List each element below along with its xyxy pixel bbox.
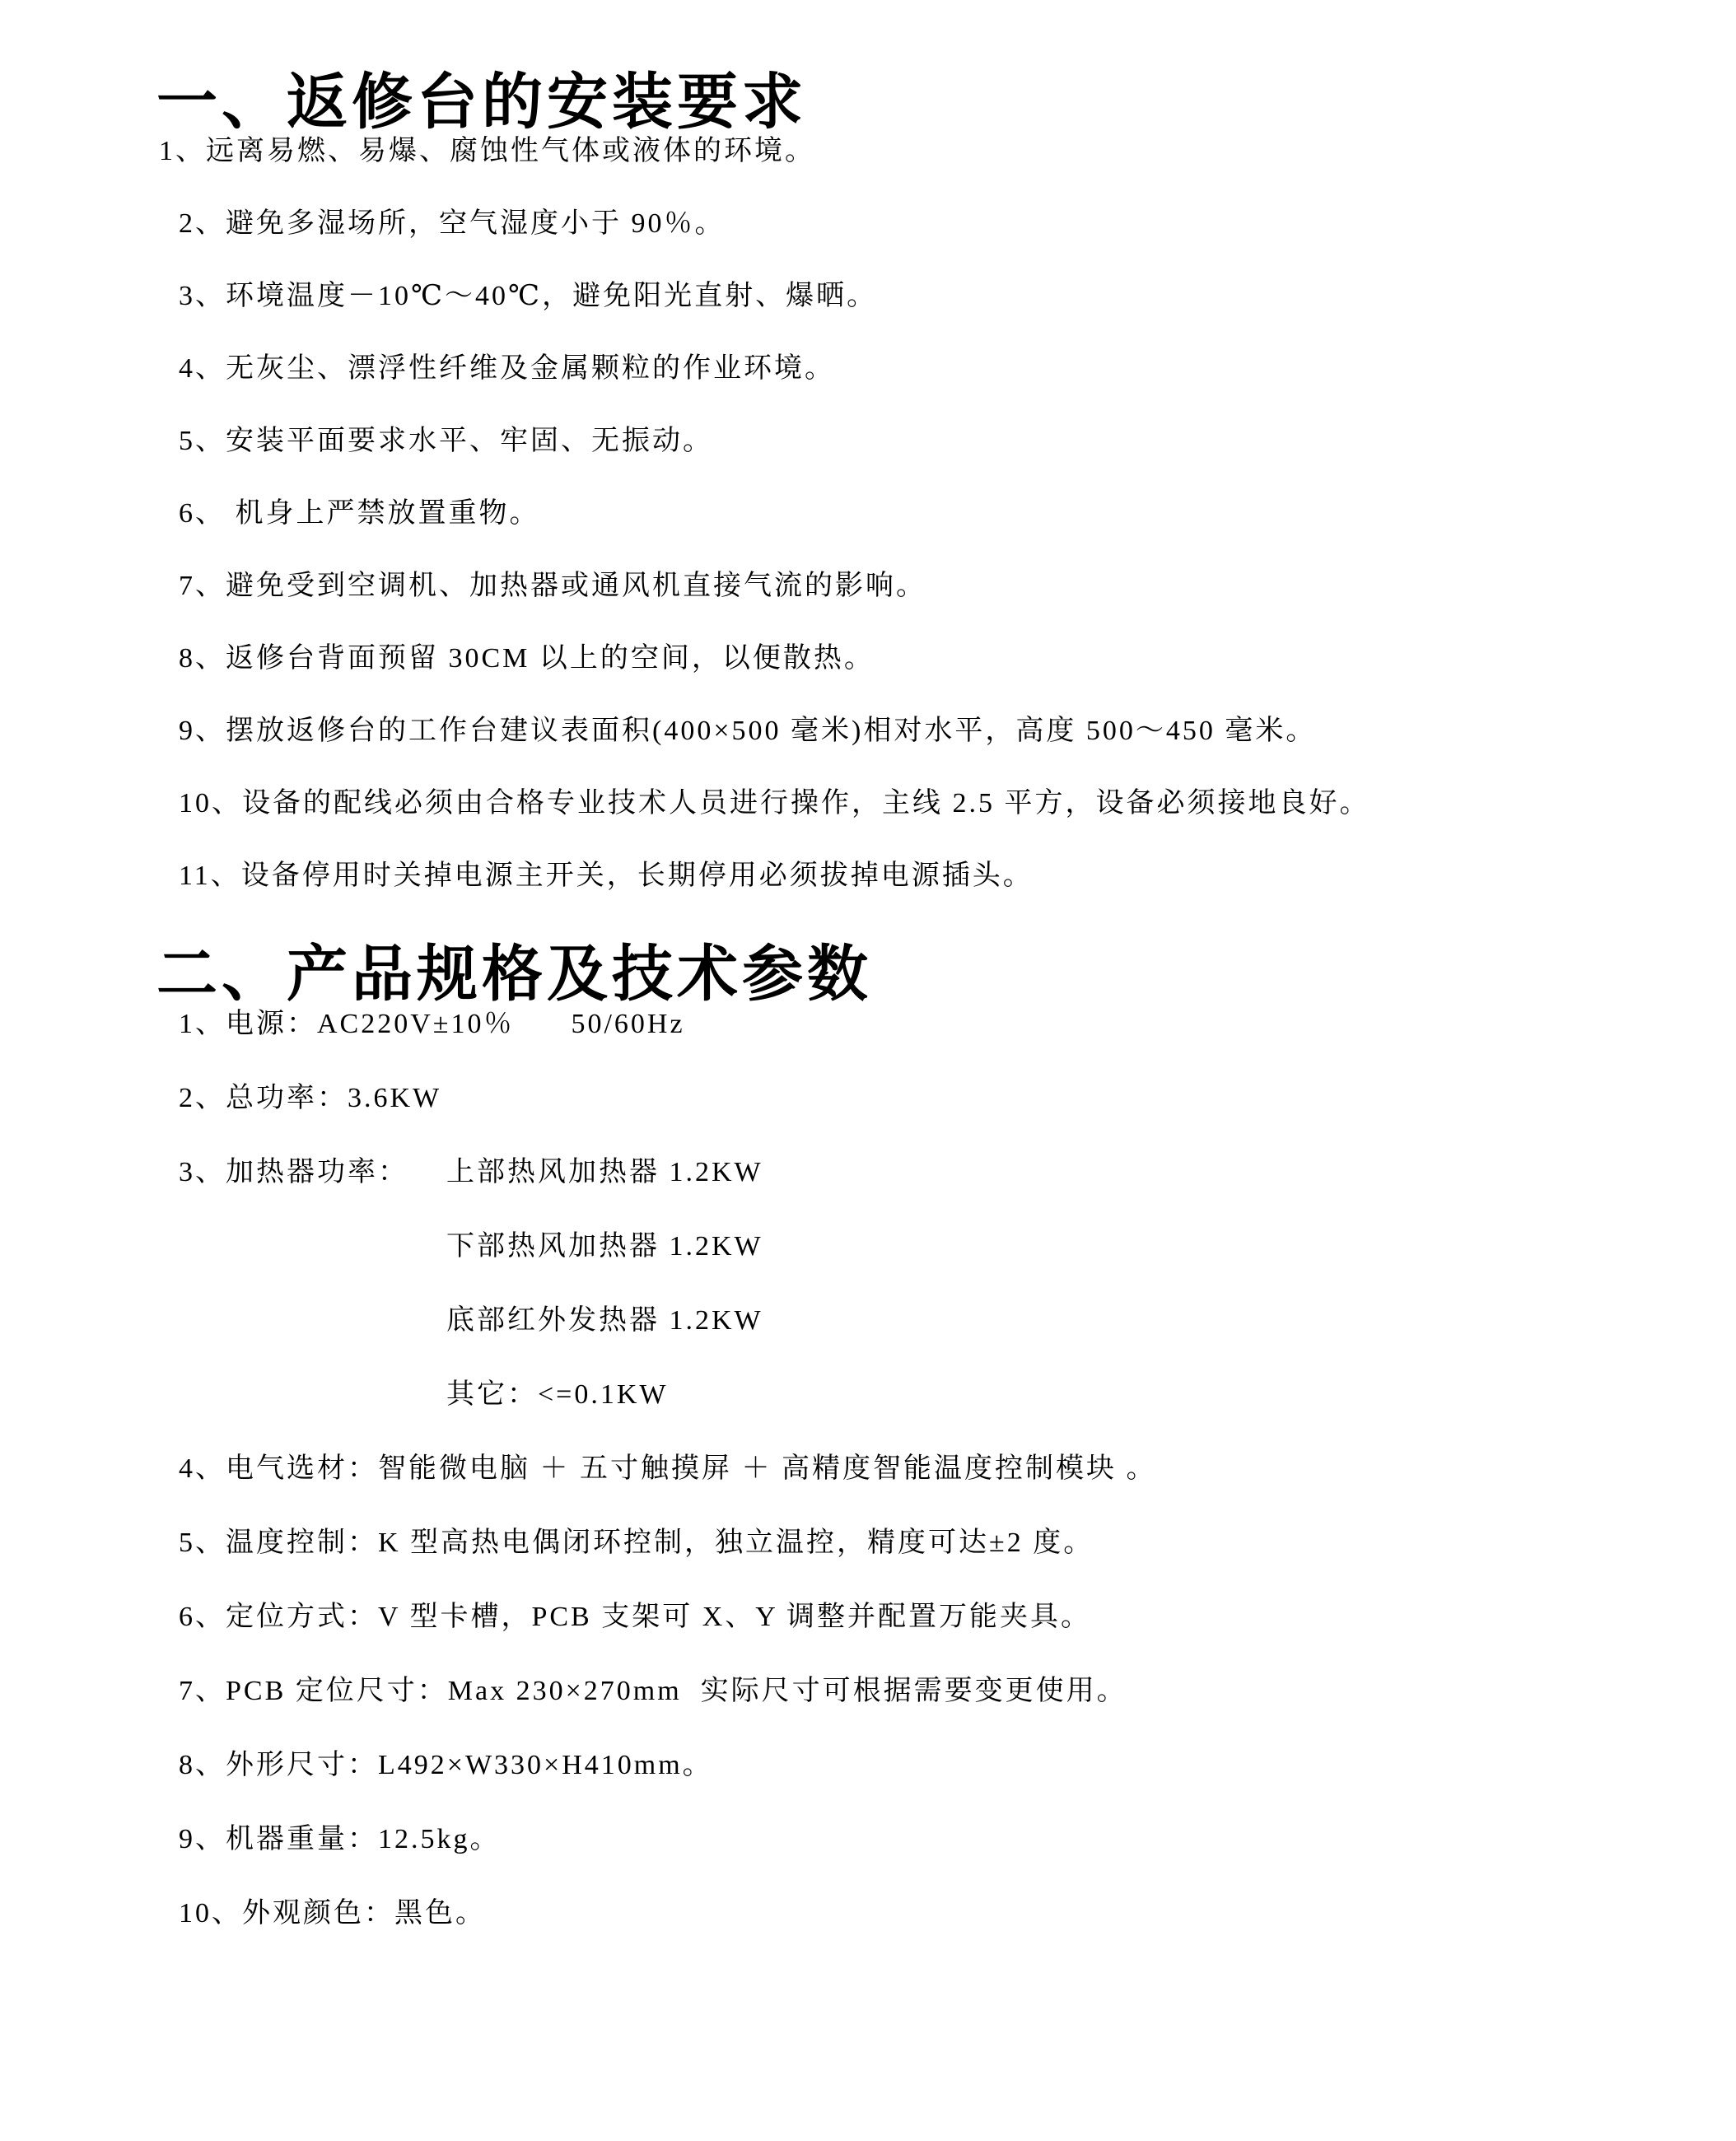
list-subitem: 其它：<=0.1KW	[446, 1378, 669, 1410]
list-item: 2、避免多湿场所，空气湿度小于 90％。	[179, 208, 726, 240]
list-item: 11、设备停用时关掉电源主开关，长期停用必须拔掉电源插头。	[179, 861, 1034, 892]
list-item: 9、摆放返修台的工作台建议表面积(400×500 毫米)相对水平，高度 500～450 毫米。	[179, 716, 1317, 747]
list-item: 1、电源：AC220V±10％ 50/60Hz	[179, 1008, 685, 1039]
list-item: 6、 机身上严禁放置重物。	[179, 498, 540, 529]
list-item: 4、无灰尘、漂浮性纤维及金属颗粒的作业环境。	[179, 353, 835, 385]
product-specs-list	[0, 1010, 1736, 1929]
list-item: 4、电气选材：智能微电脑 ＋ 五寸触摸屏 ＋ 高精度智能温度控制模块 。	[179, 1453, 1157, 1484]
installation-requirements-list	[0, 137, 1736, 891]
list-item: 8、返修台背面预留 30CM 以上的空间，以便散热。	[179, 643, 875, 674]
list-item: 8、外形尺寸：L492×W330×H410mm。	[179, 1749, 713, 1780]
list-item: 7、PCB 定位尺寸：Max 230×270mm 实际尺寸可根据需要变更使用。	[179, 1675, 1127, 1706]
section1-heading: 一、返修台的安装要求	[156, 69, 807, 137]
list-item: 2、总功率：3.6KW	[179, 1082, 442, 1113]
list-item: 1、远离易燃、易爆、腐蚀性气体或液体的环境。	[159, 136, 815, 167]
list-item: 5、温度控制：K 型高热电偶闭环控制，独立温控，精度可达±2 度。	[179, 1527, 1094, 1558]
list-item: 5、安装平面要求水平、牢固、无振动。	[179, 426, 713, 457]
list-subitem: 下部热风加热器 1.2KW	[446, 1230, 763, 1262]
list-subitem: 底部红外发热器 1.2KW	[446, 1304, 763, 1336]
list-item: 3、环境温度－10℃～40℃，避免阳光直射、爆晒。	[179, 281, 878, 312]
list-item: 10、设备的配线必须由合格专业技术人员进行操作，主线 2.5 平方，设备必须接地良好。	[179, 788, 1370, 819]
list-item: 7、避免受到空调机、加热器或通风机直接气流的影响。	[179, 571, 926, 602]
list-item: 9、机器重量：12.5kg。	[179, 1823, 501, 1854]
list-item: 6、定位方式：V 型卡槽，PCB 支架可 X、Y 调整并配置万能夹具。	[179, 1601, 1092, 1632]
section2-heading: 二、产品规格及技术参数	[156, 941, 872, 1010]
list-item: 10、外观颜色：黑色。	[179, 1897, 486, 1929]
list-item: 3、加热器功率： 上部热风加热器 1.2KW	[179, 1156, 763, 1187]
